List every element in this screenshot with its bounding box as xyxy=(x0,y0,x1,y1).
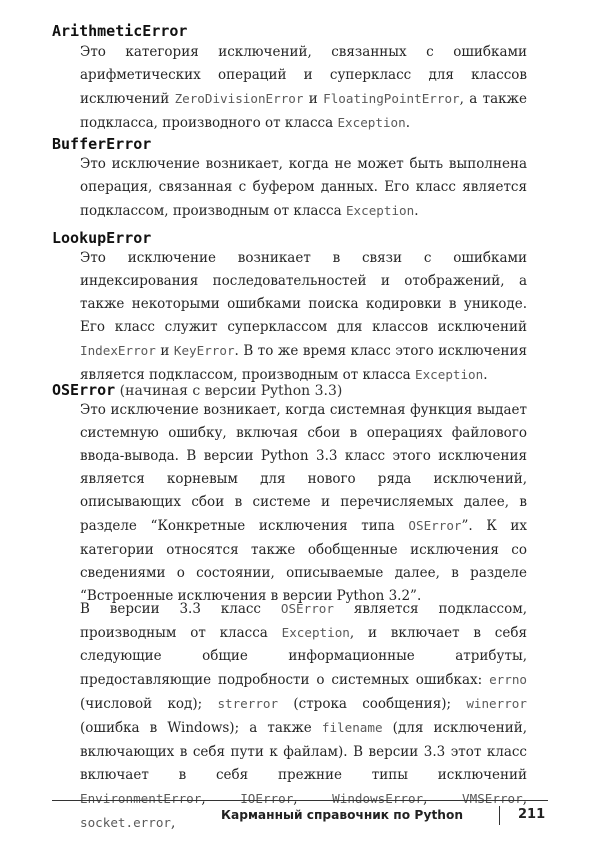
entry-paragraph: Это категория исключений, связанных с ошибками арифметических операций и суперкласс для классов исключений ZeroDivisionError и FloatingPointError, а также подкласса, производного от класса Exception. xyxy=(80,44,527,132)
inline-code: filename xyxy=(321,720,383,736)
inline-code: FloatingPointError xyxy=(323,91,460,107)
entry-title-lookuperror: LookupError xyxy=(52,229,152,247)
inline-code: Exception xyxy=(337,115,406,131)
footer-separator xyxy=(499,806,500,825)
footer-book-title: Карманный справочник по Python xyxy=(221,808,463,822)
inline-code: Exception xyxy=(281,625,350,641)
footer-rule xyxy=(52,800,548,801)
inline-code: winerror xyxy=(466,696,527,712)
inline-code: OSError xyxy=(408,518,462,534)
inline-code: IOError xyxy=(240,790,294,806)
entry-paragraph: Это исключение возникает, когда не может быть выполнена операция, связанная с буфером данных. Его класс является подклассом, производным от класса Exception. xyxy=(80,156,527,220)
inline-code: strerror xyxy=(217,696,279,712)
entry-paragraph: В версии 3.3 класс OSError является подклассом, производным от класса Exception, и включает в себя следующие общие информационные атрибуты, предоставляющие подробности о системных ошибках: errno (числовой код); strerror (строка сообщения); winerror (ошибка в Windows); а также filename (для исключений, включающих в себя пути к файлам). В версии 3.3 этот класс включает в себя прежние типы исключений EnvironmentError, IOError, WindowsError, VMSError, socket.error, xyxy=(80,601,527,831)
inline-code: errno xyxy=(489,672,527,688)
inline-code: IndexError xyxy=(80,343,156,359)
inline-code: Exception xyxy=(414,367,484,383)
inline-code: KeyError xyxy=(173,343,235,359)
entry-title-arithmeticerror: ArithmeticError xyxy=(52,22,188,40)
entry-paragraph: Это исключение возникает в связи с ошибками индексирования последовательностей и отображений, а также некоторыми ошибками поиска кодировки в уникоде. Его класс служит суперклассом для классов исключений IndexError и KeyError. В то же время класс этого исключения является подклассом, производным от класса Exception. xyxy=(80,250,527,384)
inline-code: OSError xyxy=(280,601,334,616)
version-note: (начиная с версии Python 3.3) xyxy=(115,383,343,399)
entry-title-oserror: OSError (начиная с версии Python 3.3) xyxy=(52,381,343,399)
inline-code: socket.error xyxy=(80,814,171,830)
inline-code: ZeroDivisionError xyxy=(174,91,304,107)
entry-paragraph: Это исключение возникает, когда системная функция выдает системную ошибку, включая сбои в операциях файлового ввода-вывода. В версии Python 3.3 класс этого исключения является корневым для нового ряда исключений, описывающих сбои в системе и перечисляемых далее, в разделе “Конкретные исключения типа OSError”. К их категории относятся также обобщенные исключения со сведениями о состоянии, описываемые далее, в разделе “Встроенные исключения в версии Python 3.2”. xyxy=(80,402,527,604)
inline-code: WindowsError xyxy=(332,790,424,806)
entry-title-buffererror: BufferError xyxy=(52,135,152,153)
inline-code: Exception xyxy=(345,203,415,219)
inline-code: EnvironmentError xyxy=(80,790,202,806)
page-number: 211 xyxy=(518,807,546,822)
inline-code: VMSError xyxy=(462,790,523,806)
